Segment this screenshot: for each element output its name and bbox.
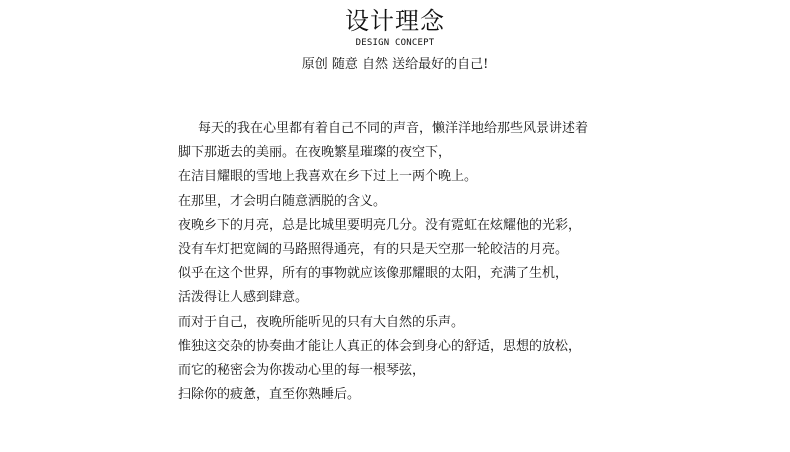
paragraph-line: 惟独这交杂的协奏曲才能让人真正的体会到身心的舒适，思想的放松， [178,338,582,354]
paragraph-line: 似乎在这个世界，所有的事物就应该像那耀眼的太阳，充满了生机， [178,266,569,282]
paragraph-line: 脚下那逝去的美丽。在夜晚繁星璀璨的夜空下， [178,145,452,161]
english-subtitle: DESIGN CONCEPT [355,38,435,48]
paragraph-line: 而对于自己，夜晚所能听见的只有大自然的乐声。 [178,314,465,330]
paragraph-line: 每天的我在心里都有着自己不同的声音，懒洋洋地给那些风景讲述着 [198,121,589,136]
page-title: 设计理念 [345,7,445,35]
paragraph-line: 夜晚乡下的月亮，总是比城里要明亮几分。没有霓虹在炫耀他的光彩， [178,217,582,233]
body-paragraph [178,117,768,407]
paragraph-line: 活泼得让人感到肆意。 [178,290,309,306]
slogan: 原创 随意 自然 送给最好的自己! [301,57,489,72]
paragraph-line: 没有车灯把宽阔的马路照得通亮，有的只是天空那一轮皎洁的月亮。 [178,242,569,258]
paragraph-line: 而它的秘密会为你拨动心里的每一根琴弦， [178,363,426,379]
paragraph-line: 在那里，才会明白随意洒脱的含义。 [178,193,387,209]
paragraph-line: 在洁目耀眼的雪地上我喜欢在乡下过上一两个晚上。 [178,169,478,185]
paragraph-line: 扫除你的疲惫，直至你熟睡后。 [178,387,361,403]
